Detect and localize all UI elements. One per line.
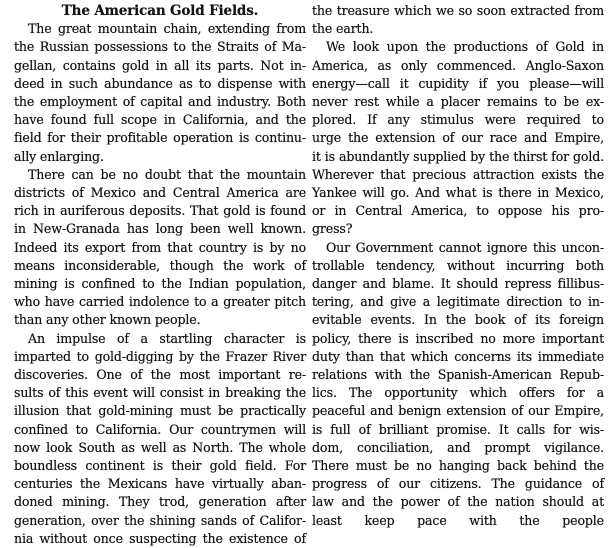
text-line: gellan, contains gold in all its parts. Not in- [14, 57, 306, 73]
text-line: progress of our citizens. The guidance of [312, 476, 604, 492]
text-line: the earth. [312, 21, 374, 37]
text-line: imparted to gold-digging by the Frazer River [14, 348, 306, 364]
text-line: who have carried indolence to a greater pitch [14, 294, 306, 310]
text-line: districts of Mexico and Central America are [14, 185, 306, 200]
text-line: field for their profitable operation is continu- [14, 130, 306, 146]
text-line: boundless continent is their gold field. For [14, 458, 306, 473]
text-line: gress? [312, 221, 353, 237]
text-line: it is abundantly supplied by the thirst for gold. [312, 148, 604, 164]
text-line: confined to California. Our countrymen will [14, 421, 306, 437]
text-line: evitable events. In the book of its foreign [312, 312, 604, 328]
text-line: tering, and give a legitimate direction to in- [312, 294, 604, 310]
text-line: America, as only commenced. Anglo-Saxon [312, 57, 604, 73]
text-line: deed in such abundance as to dispense with [14, 75, 306, 91]
text-line: urge the extension of our race and Empire, [312, 130, 604, 146]
text-line: policy, there is inscribed no more important [312, 330, 604, 346]
text-line: rich in auriferous deposits. That gold is found [14, 203, 306, 219]
text-line: is full of brilliant promise. It calls for wis- [312, 421, 604, 437]
text-line: mining is confined to the Indian population, [14, 276, 306, 291]
text-line: Yankee will go. And what is there in Mexico, [312, 185, 604, 200]
text-line: There can be no doubt that the mountain [28, 166, 306, 182]
text-line: discoveries. One of the most important re- [14, 367, 306, 382]
text-line: doned mining. They trod, generation after [14, 494, 306, 510]
text-line: Wherever that precious attraction exists the [312, 166, 604, 182]
text-line: the treasure which we so soon extracted from [312, 3, 604, 18]
text-line: sults of this event will consist in breaking the [14, 385, 306, 401]
text-line: than any other known people. [14, 312, 201, 328]
text-line: danger and blame. It should repress fillibus- [312, 276, 604, 291]
text-line: now look South as well as North. The whole [14, 439, 306, 455]
text-line: There must be no hanging back behind the [312, 458, 604, 473]
article-title: The American Gold Fields. [61, 3, 259, 19]
text-line: means inconsiderable, though the work of [14, 257, 306, 273]
text-line: have found full scope in California, and the [14, 112, 306, 128]
text-line: the Russian possessions to the Straits of Ma- [14, 39, 306, 55]
text-line: the employment of capital and industry. Both [14, 94, 306, 109]
text-line: illusion that gold-mining must be practically [14, 403, 306, 419]
text-line: duty than that which concerns its immediate [312, 348, 604, 364]
text-line: dom, conciliation, and prompt vigilance. [312, 439, 604, 455]
text-line: Indeed its export from that country is by no [14, 239, 306, 255]
text-line: ally enlarging. [14, 148, 104, 164]
text-line: The great mountain chain, extending from [28, 21, 306, 37]
text-line: trollable tendency, without incurring both [312, 257, 604, 273]
text-line: peaceful and benign extension of our Empire, [312, 403, 604, 419]
text-line: centuries the Mexicans have virtually aban- [14, 476, 306, 492]
text-line: least keep pace with the people [312, 512, 604, 528]
text-line: nia without once suspecting the existence of [14, 530, 306, 546]
text-line: generation, over the shining sands of Califor- [14, 512, 306, 528]
text-line: lics. The opportunity which offers for a [312, 385, 604, 401]
text-line: plored. If any stimulus were required to [312, 112, 604, 128]
text-line: We look upon the productions of Gold in [326, 39, 604, 55]
text-line: never rest while a placer remains to be ex- [312, 94, 604, 109]
text-line: relations with the Spanish-American Repub- [312, 367, 604, 382]
text-line: law and the power of the nation should at [312, 494, 604, 510]
text-line: An impulse of a startling character is [28, 330, 306, 346]
text-line: Our Government cannot ignore this uncon- [326, 239, 604, 255]
text-line: or in Central America, to oppose his pro- [312, 203, 604, 219]
text-line: in New-Granada has long been well known. [14, 221, 306, 237]
text-line: energy—call it cupidity if you please—will [312, 75, 604, 91]
